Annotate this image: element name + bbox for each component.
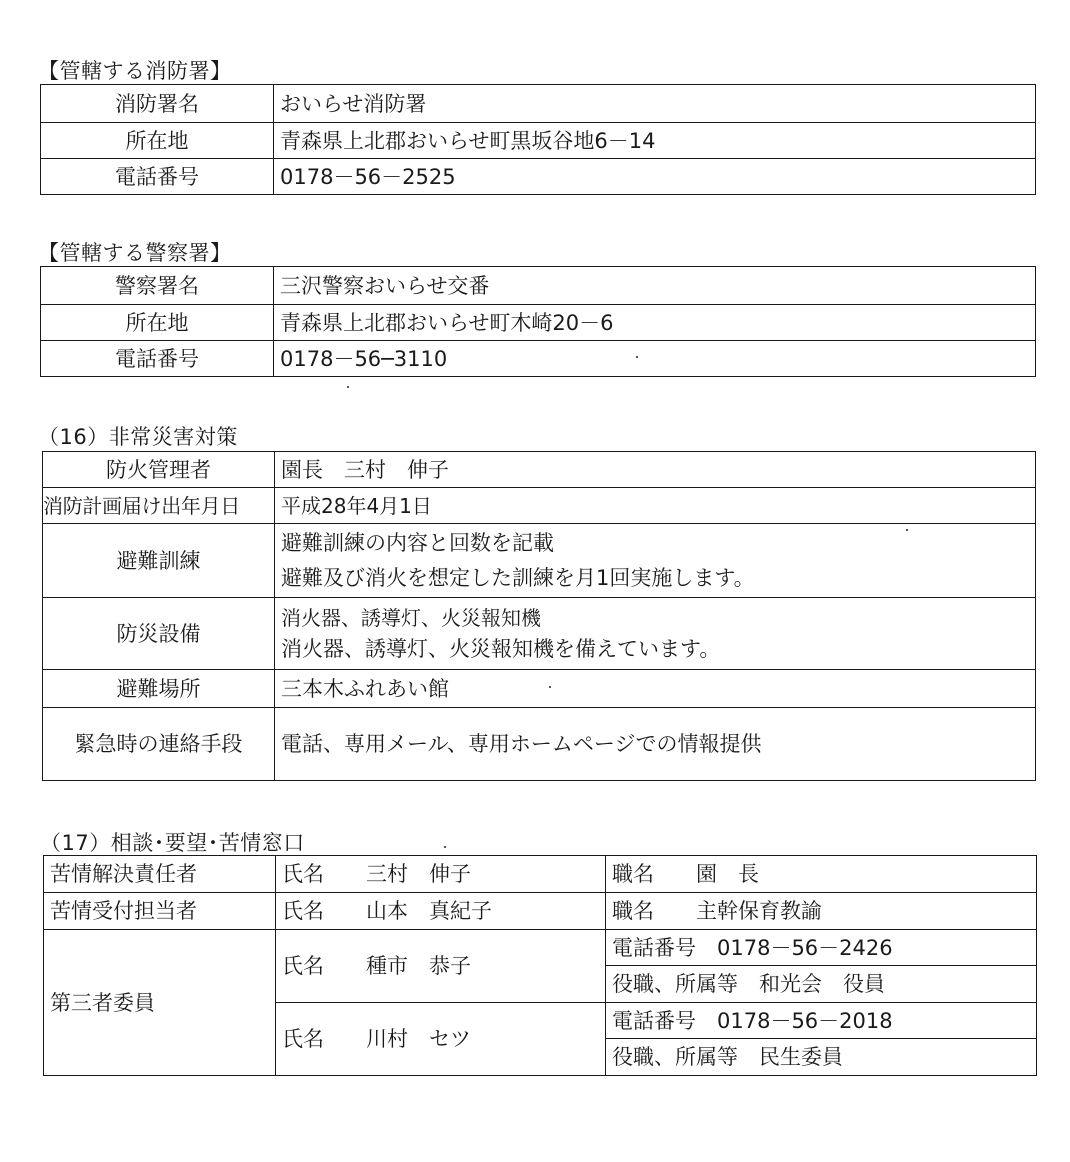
police-station-table xyxy=(40,266,1036,377)
police-address-label: 所在地 xyxy=(41,305,274,341)
fire-row-phone xyxy=(41,159,1036,195)
consult-section-title: （17）相談･要望･苦情窓口 xyxy=(40,831,305,855)
resolve-name: 氏名 三村 伸子 xyxy=(276,856,606,893)
police-address-value: 青森県上北郡おいらせ町木崎20－6 xyxy=(274,305,1036,341)
fire-row-name xyxy=(41,85,1036,123)
scan-speck xyxy=(549,686,551,688)
disaster-section-title: （16）非常災害対策 xyxy=(38,425,238,449)
disaster-row-equipment xyxy=(43,598,1036,670)
scan-speck xyxy=(444,846,446,848)
scan-speck xyxy=(636,356,638,358)
fire-row-address xyxy=(41,123,1036,159)
emergency-contact-label: 緊急時の連絡手段 xyxy=(43,708,275,781)
drill-line-1: 避難訓練の内容と回数を記載 xyxy=(281,531,554,555)
disaster-row-place xyxy=(43,670,1036,708)
accept-title: 職名 主幹保育教諭 xyxy=(606,893,1037,930)
equipment-label: 防災設備 xyxy=(43,598,275,670)
third1-role: 役職、所属等 和光会 役員 xyxy=(606,966,1037,1003)
fire-phone-value: 0178－56－2525 xyxy=(274,159,1036,195)
disaster-row-drill xyxy=(43,524,1036,598)
resolve-title: 職名 園 長 xyxy=(606,856,1037,893)
police-section-title: 【管轄する警察署】 xyxy=(38,241,232,265)
manager-label: 防火管理者 xyxy=(43,452,275,488)
third1-name: 氏名 種市 恭子 xyxy=(276,930,606,1003)
police-name-label: 警察署名 xyxy=(41,267,274,305)
plan-value: 平成28年4月1日 xyxy=(275,488,1036,524)
plan-label: 消防計画届け出年月日 xyxy=(43,488,275,524)
disaster-row-manager xyxy=(43,452,1036,488)
fire-name-label: 消防署名 xyxy=(41,85,274,123)
equipment-value xyxy=(275,598,1036,670)
fire-station-table xyxy=(40,84,1036,195)
accept-name: 氏名 山本 真紀子 xyxy=(276,893,606,930)
fire-name-value: おいらせ消防署 xyxy=(274,85,1036,123)
police-phone-label: 電話番号 xyxy=(41,341,274,377)
evacuation-place-value: 三本木ふれあい館 xyxy=(275,670,1036,708)
disaster-table xyxy=(42,451,1036,781)
emergency-contact-value: 電話、専用メール、専用ホームページでの情報提供 xyxy=(275,708,1036,781)
disaster-row-contact xyxy=(43,708,1036,781)
consult-row-accept xyxy=(44,893,1037,930)
fire-address-label: 所在地 xyxy=(41,123,274,159)
third2-role: 役職、所属等 民生委員 xyxy=(606,1039,1037,1076)
police-row-address xyxy=(41,305,1036,341)
equipment-line-2: 消火器、誘導灯、火災報知機を備えています。 xyxy=(281,637,721,661)
police-name-value: 三沢警察おいらせ交番 xyxy=(274,267,1036,305)
disaster-row-plan xyxy=(43,488,1036,524)
resolve-label: 苦情解決責任者 xyxy=(44,856,276,893)
fire-address-value: 青森県上北郡おいらせ町黒坂谷地6－14 xyxy=(274,123,1036,159)
consult-row-third-1a xyxy=(44,930,1037,966)
drill-line-2: 避難及び消火を想定した訓練を月1回実施します。 xyxy=(281,566,755,590)
third2-phone: 電話番号 0178－56－2018 xyxy=(606,1003,1037,1039)
third1-phone: 電話番号 0178－56－2426 xyxy=(606,930,1037,966)
drill-value xyxy=(275,524,1036,598)
accept-label: 苦情受付担当者 xyxy=(44,893,276,930)
fire-section-title: 【管轄する消防署】 xyxy=(38,59,232,83)
police-phone-value: 0178－56─3110 xyxy=(274,341,1036,377)
drill-label: 避難訓練 xyxy=(43,524,275,598)
police-row-name xyxy=(41,267,1036,305)
fire-phone-label: 電話番号 xyxy=(41,159,274,195)
equipment-line-1: 消火器、誘導灯、火災報知機 xyxy=(281,606,541,630)
scan-speck xyxy=(906,529,908,531)
consult-row-resolve xyxy=(44,856,1037,893)
police-row-phone xyxy=(41,341,1036,377)
consult-table xyxy=(43,855,1037,1076)
scan-speck xyxy=(347,386,349,388)
evacuation-place-label: 避難場所 xyxy=(43,670,275,708)
manager-value: 園長 三村 伸子 xyxy=(275,452,1036,488)
third2-name: 氏名 川村 セツ xyxy=(276,1003,606,1076)
third-party-label: 第三者委員 xyxy=(44,930,276,1076)
